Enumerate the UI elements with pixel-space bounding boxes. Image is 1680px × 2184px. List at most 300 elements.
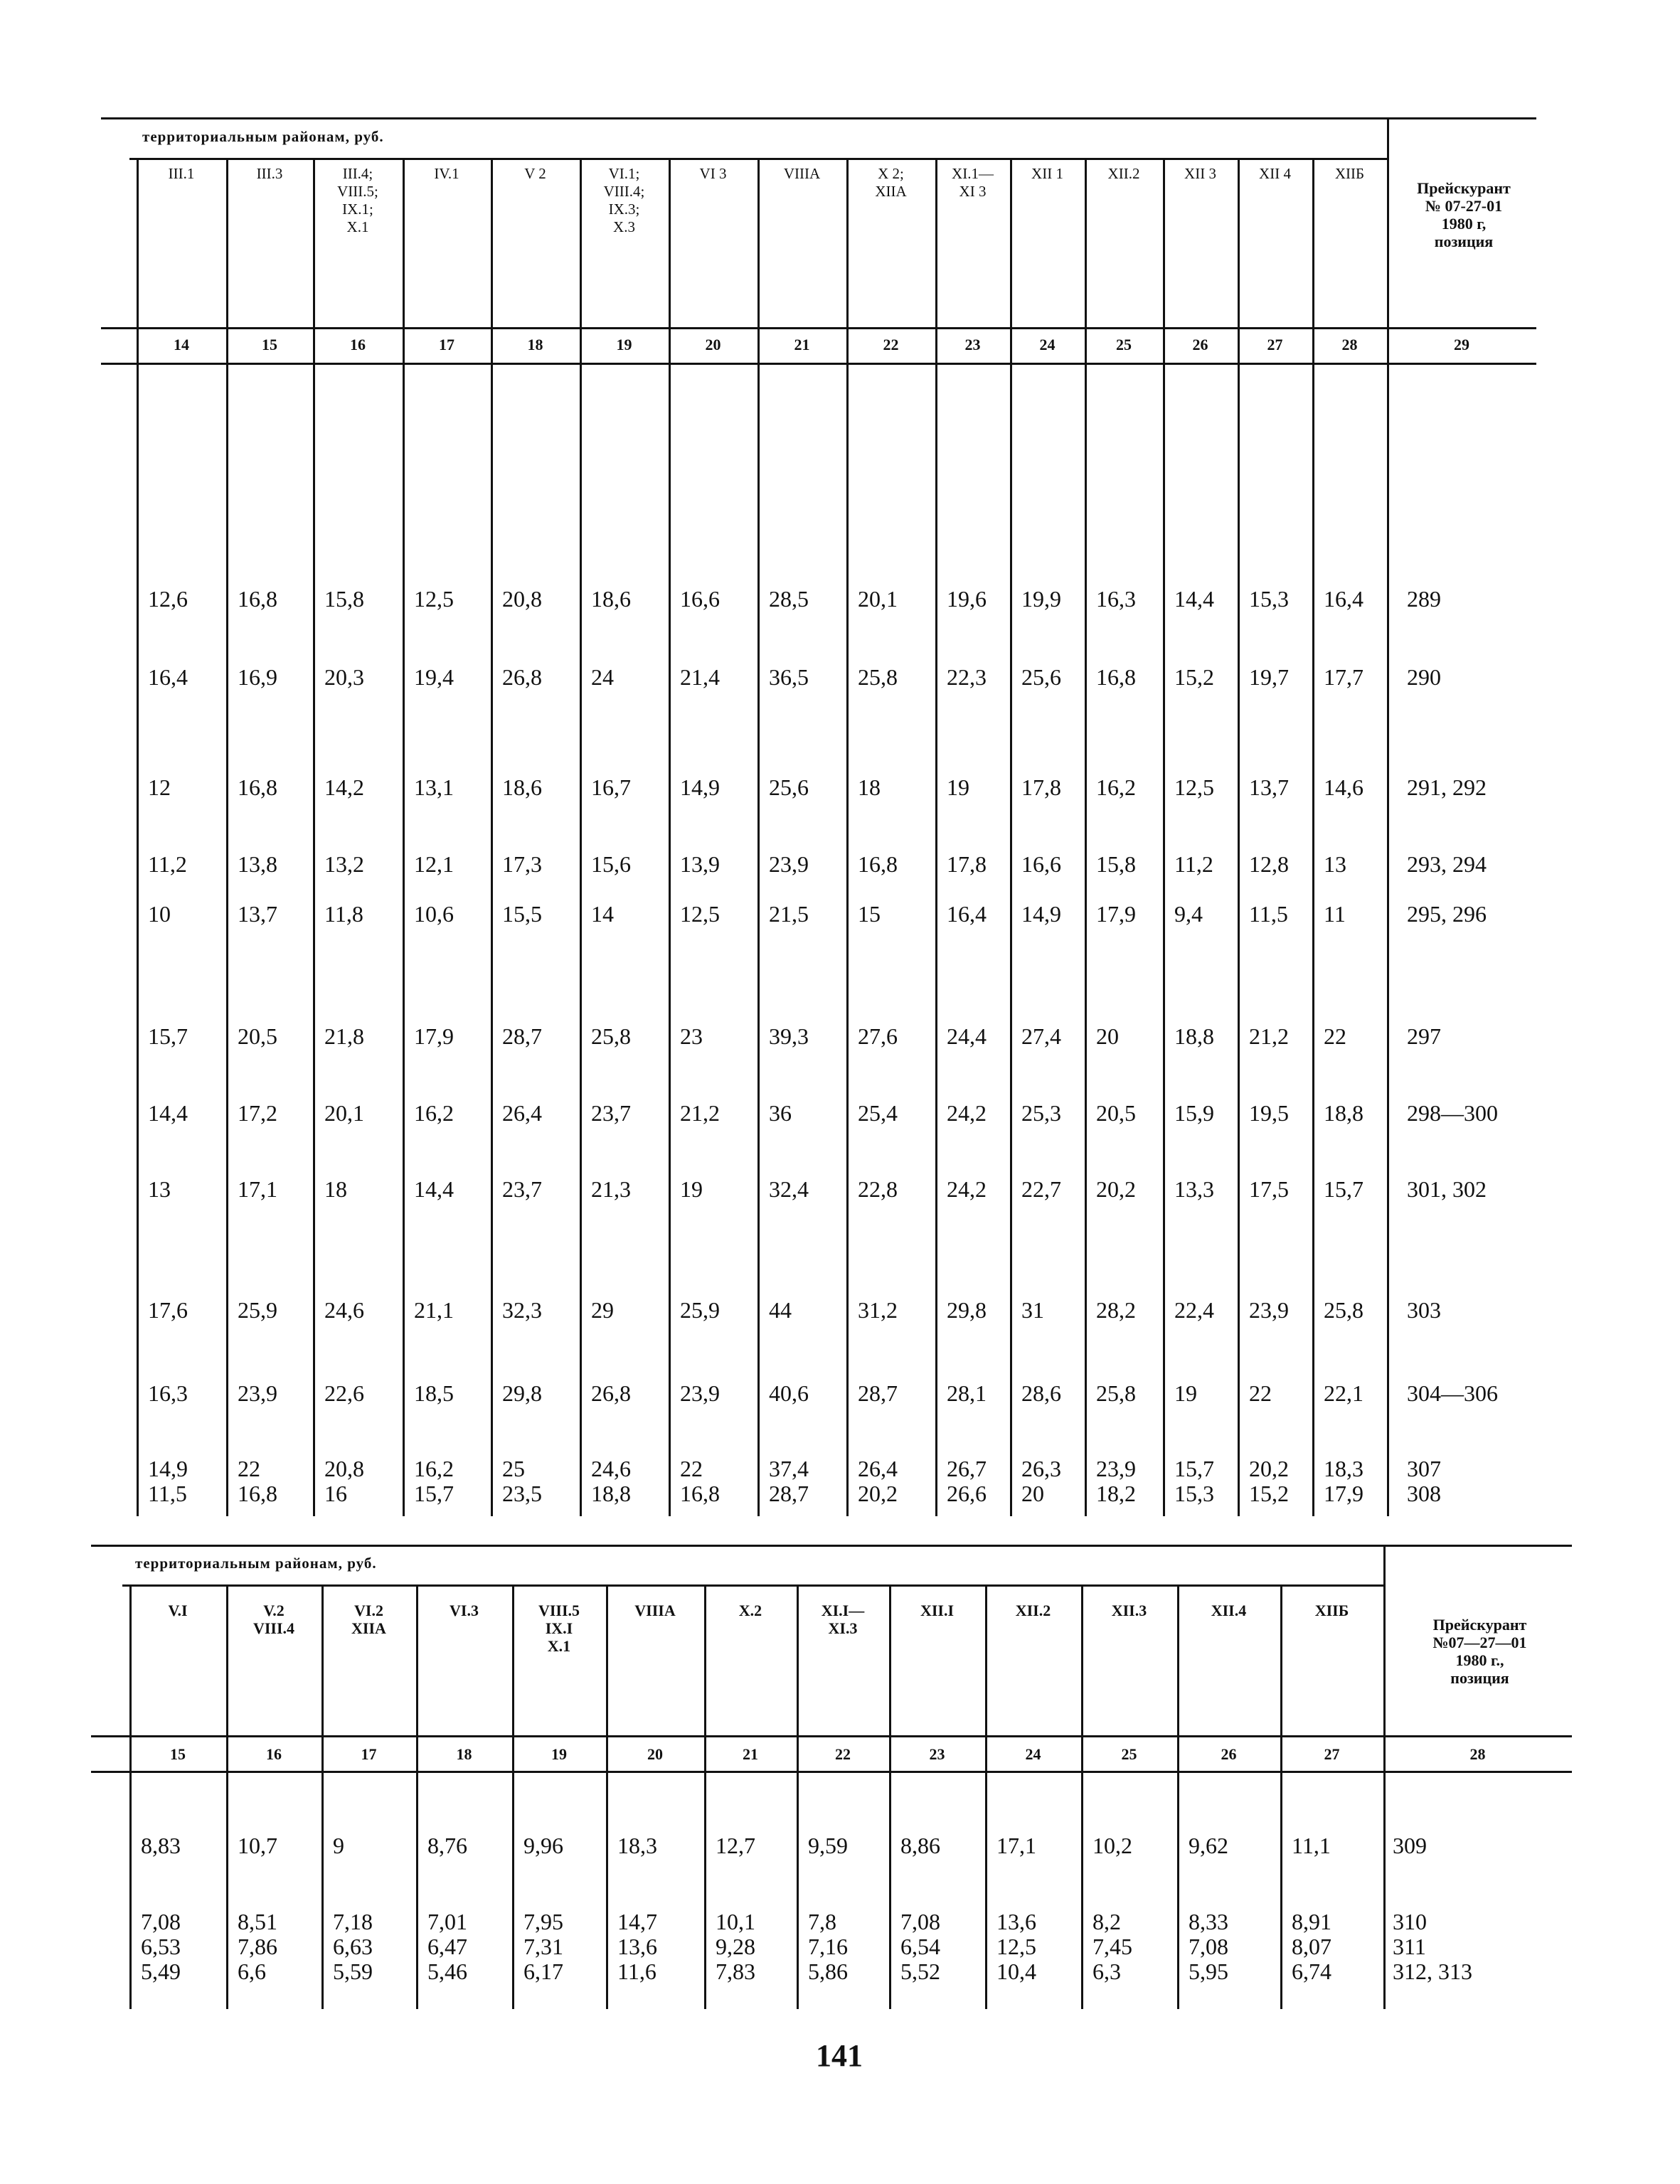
table-cell: 15,7: [148, 1023, 188, 1049]
position-cell: 309: [1393, 1833, 1427, 1858]
table-cell: 27,6: [858, 1023, 898, 1049]
table-cell: 16,6: [680, 586, 720, 612]
table-cell: 18,8: [1324, 1100, 1363, 1126]
table-cell: 25,4: [858, 1100, 898, 1126]
table-cell: 26,4: [502, 1100, 542, 1126]
table-cell: 24,2: [947, 1176, 987, 1202]
table-cell: 22,4: [1174, 1297, 1214, 1323]
table-cell: 10,1: [716, 1909, 755, 1934]
table-cell: 26,4: [858, 1456, 898, 1481]
table-cell: 18,6: [591, 586, 631, 612]
column-rule: [313, 158, 315, 1516]
table-cell: 13,9: [680, 851, 720, 877]
column-number: 15: [262, 336, 277, 353]
table-cell: 32,4: [769, 1176, 809, 1202]
table-cell: 16,9: [238, 664, 277, 690]
region-column-header: VI.2 XIIA: [351, 1602, 386, 1637]
table-cell: 16,8: [238, 586, 277, 612]
column-number: 25: [1121, 1745, 1137, 1763]
table-cell: 15: [858, 901, 881, 927]
table-cell: 16,4: [1324, 586, 1363, 612]
column-number: 20: [647, 1745, 663, 1763]
table-cell: 23,7: [591, 1100, 631, 1126]
table-cell: 16,8: [680, 1481, 720, 1506]
column-rule: [797, 1584, 799, 2009]
table-cell: 15,3: [1249, 586, 1289, 612]
table-cell: 5,46: [427, 1959, 467, 1984]
table-cell: 32,3: [502, 1297, 542, 1323]
header-numbers-top-rule: [101, 327, 1536, 329]
table-cell: 8,51: [238, 1909, 277, 1934]
table-cell: 19,9: [1021, 586, 1061, 612]
column-rule: [1081, 1584, 1083, 2009]
table-cell: 22,3: [947, 664, 987, 690]
column-rule: [704, 1584, 706, 2009]
table-cell: 15,7: [414, 1481, 454, 1506]
table-cell: 10,7: [238, 1833, 277, 1858]
column-number: 26: [1221, 1745, 1237, 1763]
column-number: 26: [1192, 336, 1208, 353]
page-number: 141: [816, 2038, 863, 2073]
table-caption: территориальным районам, руб.: [135, 1555, 377, 1572]
table-cell: 36: [769, 1100, 792, 1126]
table-cell: 14: [591, 901, 614, 927]
table-cell: 17,9: [414, 1023, 454, 1049]
table-cell: 16,2: [414, 1100, 454, 1126]
table-cell: 6,6: [238, 1959, 266, 1984]
table-cell: 23,9: [680, 1380, 720, 1406]
table-cell: 10: [148, 901, 171, 927]
table-cell: 19: [680, 1176, 703, 1202]
table-cell: 28,6: [1021, 1380, 1061, 1406]
table-cell: 13: [1324, 851, 1346, 877]
table-cell: 25,8: [591, 1023, 631, 1049]
table-cell: 16,3: [148, 1380, 188, 1406]
table-cell: 17,3: [502, 851, 542, 877]
table-cell: 13,8: [238, 851, 277, 877]
table-cell: 12,5: [414, 586, 454, 612]
column-rule: [669, 158, 671, 1516]
table-top-rule: [101, 117, 1536, 119]
table-cell: 25,8: [858, 664, 898, 690]
table-cell: 17,1: [996, 1833, 1036, 1858]
table-cell: 28,7: [769, 1481, 809, 1506]
table-cell: 18,3: [617, 1833, 657, 1858]
region-column-header: V 2: [524, 165, 546, 182]
table-cell: 20,2: [1096, 1176, 1136, 1202]
table-cell: 28,2: [1096, 1297, 1136, 1323]
table-cell: 21,3: [591, 1176, 631, 1202]
table-cell: 23,7: [502, 1176, 542, 1202]
column-number: 18: [456, 1745, 472, 1763]
column-number: 16: [266, 1745, 282, 1763]
table-cell: 17,9: [1324, 1481, 1363, 1506]
table-cell: 20,8: [502, 586, 542, 612]
region-column-header: III.4; VIII.5; IX.1; X.1: [337, 165, 378, 235]
table-cell: 16,4: [947, 901, 987, 927]
table-cell: 14,9: [680, 774, 720, 800]
table-cell: 21,2: [680, 1100, 720, 1126]
column-number: 25: [1116, 336, 1132, 353]
region-column-header: XIIБ: [1334, 165, 1365, 182]
column-number: 16: [350, 336, 366, 353]
table-cell: 18,8: [1174, 1023, 1214, 1049]
position-cell: 304—306: [1407, 1380, 1498, 1406]
table-cell: 36,5: [769, 664, 809, 690]
table-cell: 7,45: [1092, 1934, 1132, 1959]
column-rule: [137, 158, 139, 1516]
region-column-header: VIII.5 IX.I X.1: [538, 1602, 580, 1655]
table-cell: 6,47: [427, 1934, 467, 1959]
region-column-header: XI.I— XI.3: [821, 1602, 865, 1637]
table-cell: 8,07: [1292, 1934, 1331, 1959]
table-cell: 5,49: [141, 1959, 181, 1984]
column-rule: [1163, 158, 1165, 1516]
table-cell: 14,6: [1324, 774, 1363, 800]
table-cell: 14,4: [414, 1176, 454, 1202]
table-cell: 15,9: [1174, 1100, 1214, 1126]
column-number: 28: [1341, 336, 1358, 353]
table-cell: 25,9: [680, 1297, 720, 1323]
table-cell: 7,8: [808, 1909, 836, 1934]
table-cell: 21,4: [680, 664, 720, 690]
table-cell: 13,7: [1249, 774, 1289, 800]
position-cell: 311: [1393, 1934, 1426, 1959]
table-cell: 8,33: [1189, 1909, 1228, 1934]
table-cell: 16,8: [238, 1481, 277, 1506]
table-cell: 18,5: [414, 1380, 454, 1406]
column-rule: [226, 1584, 228, 2009]
column-number: 23: [964, 336, 981, 353]
column-rule: [580, 158, 582, 1516]
table-cell: 20,5: [1096, 1100, 1136, 1126]
column-rule: [403, 158, 405, 1516]
table-cell: 15,8: [1096, 851, 1136, 877]
column-rule: [889, 1584, 891, 2009]
table-cell: 18,6: [502, 774, 542, 800]
table-cell: 15,7: [1174, 1456, 1214, 1481]
price-list-header: Прейскурант № 07-27-01 1980 г, позиция: [1417, 179, 1511, 250]
table-cell: 15,7: [1324, 1176, 1363, 1202]
position-cell: 291, 292: [1407, 774, 1487, 800]
table-cell: 13,2: [324, 851, 364, 877]
table-cell: 14,9: [148, 1456, 188, 1481]
table-cell: 20,1: [324, 1100, 364, 1126]
column-rule: [757, 158, 760, 1516]
table-cell: 17,7: [1324, 664, 1363, 690]
table-cell: 23,9: [1096, 1456, 1136, 1481]
table-cell: 7,83: [716, 1959, 755, 1984]
position-cell: 297: [1407, 1023, 1441, 1049]
table-cell: 29,8: [947, 1297, 987, 1323]
column-number: 24: [1039, 336, 1056, 353]
table-cell: 15,2: [1249, 1481, 1289, 1506]
table-cell: 6,54: [900, 1934, 940, 1959]
table-cell: 8,91: [1292, 1909, 1331, 1934]
header-numbers-bottom-rule: [101, 363, 1536, 365]
table-cell: 16: [324, 1481, 347, 1506]
table-cell: 17,6: [148, 1297, 188, 1323]
column-number: 17: [361, 1745, 377, 1763]
table-cell: 6,53: [141, 1934, 181, 1959]
table-cell: 22: [1249, 1380, 1272, 1406]
table-cell: 26,8: [591, 1380, 631, 1406]
region-column-header: V.I: [168, 1602, 188, 1619]
table-cell: 18: [858, 774, 881, 800]
column-number: 19: [616, 336, 632, 353]
table-cell: 11,2: [1174, 851, 1213, 877]
position-cell: 298—300: [1407, 1100, 1498, 1126]
table-cell: 18,8: [591, 1481, 631, 1506]
table-cell: 22: [1324, 1023, 1346, 1049]
table-cell: 25,3: [1021, 1100, 1061, 1126]
table-cell: 20,2: [858, 1481, 898, 1506]
table-cell: 7,86: [238, 1934, 277, 1959]
table-cell: 20: [1096, 1023, 1119, 1049]
table-cell: 20: [1021, 1481, 1044, 1506]
position-cell: 301, 302: [1407, 1176, 1487, 1202]
table-cell: 7,16: [808, 1934, 848, 1959]
table-cell: 39,3: [769, 1023, 809, 1049]
table-cell: 11,6: [617, 1959, 656, 1984]
region-column-header: XII 3: [1184, 165, 1216, 182]
table-cell: 14,9: [1021, 901, 1061, 927]
position-cell: 308: [1407, 1481, 1441, 1506]
table-cell: 11,1: [1292, 1833, 1331, 1858]
table-cell: 17,1: [238, 1176, 277, 1202]
column-rule: [416, 1584, 418, 2009]
region-column-header: XI.1— XI 3: [952, 165, 994, 200]
table-cell: 15,2: [1174, 664, 1214, 690]
region-column-header: VIIIA: [783, 165, 821, 182]
table-cell: 21,8: [324, 1023, 364, 1049]
table-cell: 9,28: [716, 1934, 755, 1959]
table-cell: 28,1: [947, 1380, 987, 1406]
table-cell: 19,6: [947, 586, 987, 612]
table-cell: 25,8: [1096, 1380, 1136, 1406]
table-cell: 44: [769, 1297, 792, 1323]
table-cell: 12,6: [148, 586, 188, 612]
table-cell: 28,7: [858, 1380, 898, 1406]
region-column-header: X 2; XIIA: [875, 165, 907, 200]
table-cell: 23,9: [1249, 1297, 1289, 1323]
table-cell: 16,7: [591, 774, 631, 800]
table-cell: 26,8: [502, 664, 542, 690]
column-number: 19: [551, 1745, 567, 1763]
table-cell: 21,5: [769, 901, 809, 927]
region-column-header: III.3: [256, 165, 283, 182]
table-cell: 11,8: [324, 901, 363, 927]
table-cell: 40,6: [769, 1380, 809, 1406]
region-column-header: IV.1: [434, 165, 459, 182]
region-column-header: III.1: [168, 165, 195, 182]
region-column-header: XII.4: [1211, 1602, 1247, 1619]
table-cell: 7,08: [141, 1909, 181, 1934]
table-cell: 17,8: [947, 851, 987, 877]
table-cell: 16,8: [238, 774, 277, 800]
column-number: 18: [527, 336, 543, 353]
table-cell: 5,86: [808, 1959, 848, 1984]
table-cell: 8,86: [900, 1833, 940, 1858]
table-cell: 28,7: [502, 1023, 542, 1049]
column-number: 27: [1267, 336, 1283, 353]
column-rule: [1280, 1584, 1282, 2009]
region-column-header: XII.2: [1015, 1602, 1051, 1619]
region-column-header: VIIIA: [634, 1602, 676, 1619]
table-cell: 13: [148, 1176, 171, 1202]
table-caption: территориальным районам, руб.: [142, 128, 384, 145]
table-cell: 17,9: [1096, 901, 1136, 927]
table-cell: 24: [591, 664, 614, 690]
table-cell: 9: [333, 1833, 344, 1858]
table-cell: 14,4: [1174, 586, 1214, 612]
table-cell: 25,6: [769, 774, 809, 800]
table-cell: 12,5: [680, 901, 720, 927]
position-column-number: 29: [1454, 336, 1469, 353]
table-cell: 22,7: [1021, 1176, 1061, 1202]
price-list-header: Прейскурант №07—27—01 1980 г., позиция: [1432, 1616, 1527, 1687]
table-cell: 23,5: [502, 1481, 542, 1506]
position-cell: 289: [1407, 586, 1441, 612]
column-number: 22: [835, 1745, 851, 1763]
table-cell: 16,8: [1096, 664, 1136, 690]
table-cell: 6,3: [1092, 1959, 1121, 1984]
table-top-rule: [91, 1545, 1572, 1547]
table-cell: 12,1: [414, 851, 454, 877]
table-cell: 31,2: [858, 1297, 898, 1323]
table-cell: 16,6: [1021, 851, 1061, 877]
table-cell: 16,2: [1096, 774, 1136, 800]
column-number: 17: [439, 336, 454, 353]
table-cell: 8,83: [141, 1833, 181, 1858]
table-cell: 6,63: [333, 1934, 373, 1959]
table-cell: 22,1: [1324, 1380, 1363, 1406]
table-cell: 27,4: [1021, 1023, 1061, 1049]
table-cell: 24,2: [947, 1100, 987, 1126]
table-cell: 15,3: [1174, 1481, 1214, 1506]
column-number: 14: [174, 336, 189, 353]
table-cell: 10,4: [996, 1959, 1036, 1984]
position-column-number: 28: [1469, 1745, 1486, 1763]
table-cell: 17,5: [1249, 1176, 1289, 1202]
table-cell: 14,7: [617, 1909, 657, 1934]
column-rule: [1312, 158, 1314, 1516]
table-cell: 11,5: [1249, 901, 1288, 927]
column-rule: [985, 1584, 987, 2009]
table-cell: 7,01: [427, 1909, 467, 1934]
table-cell: 15,5: [502, 901, 542, 927]
table-cell: 31: [1021, 1297, 1044, 1323]
table-cell: 5,95: [1189, 1959, 1228, 1984]
table-cell: 10,2: [1092, 1833, 1132, 1858]
column-rule: [1177, 1584, 1179, 2009]
table-cell: 16,2: [414, 1456, 454, 1481]
table-cell: 11: [1324, 901, 1346, 927]
region-column-header: VI 3: [699, 165, 727, 182]
position-cell: 295, 296: [1407, 901, 1487, 927]
table-cell: 25: [502, 1456, 525, 1481]
region-column-header: XII.2: [1107, 165, 1140, 182]
column-rule: [129, 1584, 132, 2009]
header-numbers-top-rule: [91, 1735, 1572, 1737]
column-rule: [935, 158, 937, 1516]
table-cell: 25,6: [1021, 664, 1061, 690]
table-cell: 7,31: [523, 1934, 563, 1959]
table-cell: 13,3: [1174, 1176, 1214, 1202]
header-numbers-bottom-rule: [91, 1771, 1572, 1773]
table-cell: 6,17: [523, 1959, 563, 1984]
table-cell: 16,3: [1096, 586, 1136, 612]
region-column-header: XII.3: [1111, 1602, 1147, 1619]
table-cell: 19: [947, 774, 969, 800]
table-cell: 13,6: [617, 1934, 657, 1959]
table-cell: 6,74: [1292, 1959, 1331, 1984]
table-cell: 26,6: [947, 1481, 987, 1506]
table-cell: 11,5: [148, 1481, 187, 1506]
table-cell: 22,8: [858, 1176, 898, 1202]
table-cell: 26,3: [1021, 1456, 1061, 1481]
table-cell: 28,5: [769, 586, 809, 612]
position-cell: 303: [1407, 1297, 1441, 1323]
table-cell: 24,6: [324, 1297, 364, 1323]
table-cell: 11,2: [148, 851, 187, 877]
table-cell: 29: [591, 1297, 614, 1323]
table-cell: 20,5: [238, 1023, 277, 1049]
region-column-header: X.2: [738, 1602, 762, 1619]
table-cell: 26,7: [947, 1456, 987, 1481]
table-cell: 37,4: [769, 1456, 809, 1481]
table-cell: 18,3: [1324, 1456, 1363, 1481]
table-cell: 5,52: [900, 1959, 940, 1984]
table-cell: 24,4: [947, 1023, 987, 1049]
column-number: 20: [705, 336, 721, 353]
column-rule: [491, 158, 493, 1516]
table-cell: 15,6: [591, 851, 631, 877]
column-number: 27: [1324, 1745, 1340, 1763]
table-cell: 23,9: [769, 851, 809, 877]
region-column-header: VI.1; VIII.4; IX.3; X.3: [603, 165, 645, 235]
table-cell: 16,4: [148, 664, 188, 690]
column-number: 21: [743, 1745, 758, 1763]
table-cell: 8,2: [1092, 1909, 1121, 1934]
table-cell: 17,8: [1021, 774, 1061, 800]
column-number: 24: [1025, 1745, 1041, 1763]
table-cell: 18,2: [1096, 1481, 1136, 1506]
table-cell: 25,8: [1324, 1297, 1363, 1323]
table-cell: 25,9: [238, 1297, 277, 1323]
table-cell: 12,5: [1174, 774, 1214, 800]
table-cell: 12,7: [716, 1833, 755, 1858]
column-rule: [1238, 158, 1240, 1516]
table-cell: 12,8: [1249, 851, 1289, 877]
table-cell: 20,3: [324, 664, 364, 690]
position-cell: 307: [1407, 1456, 1441, 1481]
table-cell: 17,2: [238, 1100, 277, 1126]
column-number: 21: [794, 336, 810, 353]
position-cell: 290: [1407, 664, 1441, 690]
column-rule: [1010, 158, 1012, 1516]
table-cell: 21,2: [1249, 1023, 1289, 1049]
column-rule: [846, 158, 849, 1516]
table-cell: 13,7: [238, 901, 277, 927]
table-cell: 20,2: [1249, 1456, 1289, 1481]
column-number: 23: [929, 1745, 945, 1763]
table-cell: 7,95: [523, 1909, 563, 1934]
table-cell: 9,4: [1174, 901, 1203, 927]
table-cell: 8,76: [427, 1833, 467, 1858]
table-cell: 9,59: [808, 1833, 848, 1858]
table-cell: 19,4: [414, 664, 454, 690]
